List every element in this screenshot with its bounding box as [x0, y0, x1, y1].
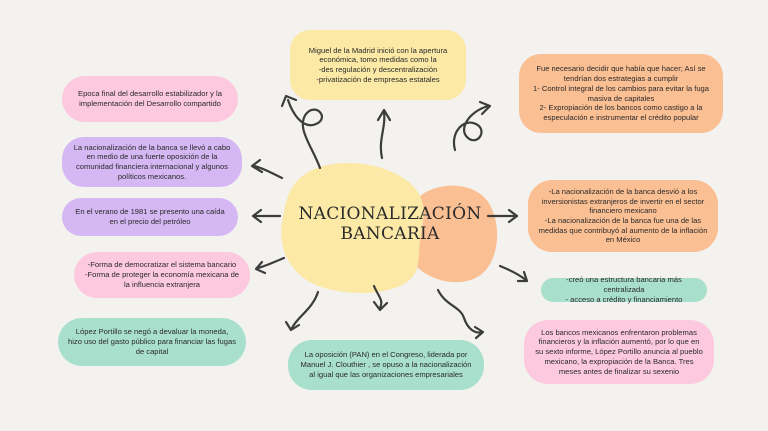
- node-left-3: En el verano de 1981 se presento una caída en el precio del petróleo: [62, 198, 238, 236]
- central-title: NACIONALIZACIÓN BANCARIA: [298, 204, 482, 244]
- node-bottom-center: La oposición (PAN) en el Congreso, liderada por Manuel J. Clouthier , se opuso a la nacionalización al igual que las organizaciones empresariales: [288, 340, 484, 390]
- node-right-1: -La nacionalización de la banca desvió a los inversionistas extranjeros de invertir en el sector financiero mexicano -La nacionalización de la banca fue una de las medidas que contribuyó al aumento de la inflación en México: [528, 180, 718, 252]
- node-left-5: López Portillo se negó a devaluar la moneda, hizo uso del gasto público para financiar las fugas de capital: [58, 318, 246, 366]
- node-top-center: Miguel de la Madrid inició con la apertura económica, tomo medidas como la -des regulación y descentralización -privatización de empresas estatales: [290, 30, 466, 100]
- node-right-2: -creó una estructura bancaria más centralizada - acceso a crédito y financiamiento: [541, 278, 707, 302]
- node-left-4: -Forma de democratizar el sistema bancario -Forma de proteger la economía mexicana de la influencia extranjera: [74, 252, 250, 298]
- arrow-to-right-2: [500, 266, 526, 280]
- arrow-to-top-left: [288, 100, 322, 168]
- arrow-to-left-5: [292, 292, 318, 328]
- node-left-2: La nacionalización de la banca se llevó a cabo en medio de una fuerte oposición de la comunidad financiera internacional y algunos políticos mexicanos.: [62, 137, 242, 187]
- arrow-to-left-2: [254, 166, 282, 178]
- node-left-1: Epoca final del desarrollo estabilizador y la implementación del Desarrollo compartido: [62, 76, 238, 122]
- node-right-3: Los bancos mexicanos enfrentaron problemas financieros y la inflación aumentó, por lo que en su sexto informe, López Portillo anuncia al pueblo mexicano, la expropiación de la Banca. Tres meses antes de finalizar su sexenio: [524, 320, 714, 384]
- node-top-right: Fue necesario decidir que había que hacer; Así se tendrían dos estrategias a cumplir 1- Control integral de los cambios para evitar la fuga masiva de capitales 2- Expropiación de los bancos como castigo a la especulación e instrumentar el crédito popular: [519, 54, 723, 133]
- arrow-to-top-center: [381, 112, 384, 158]
